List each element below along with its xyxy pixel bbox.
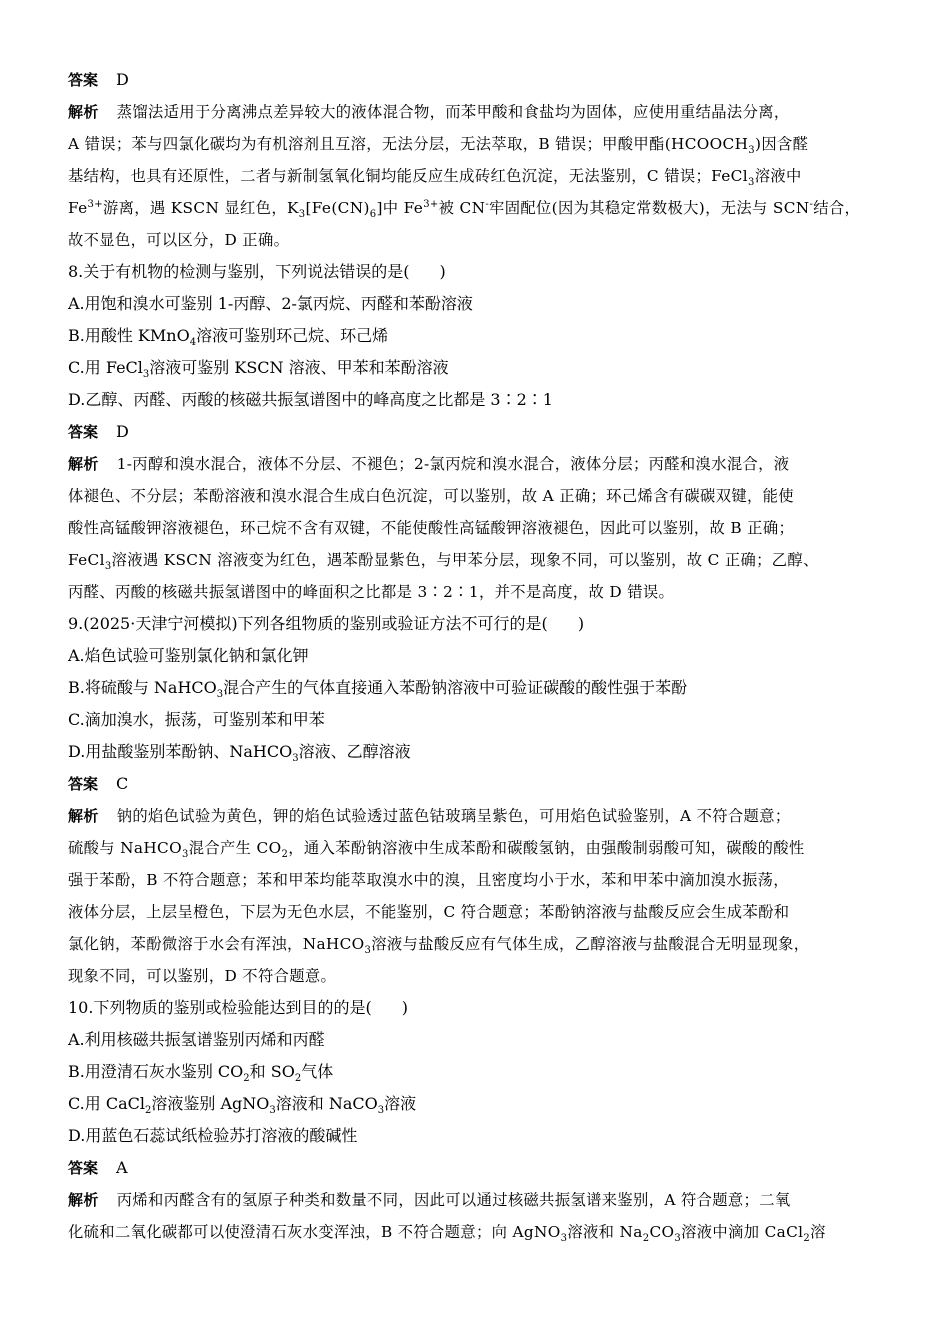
text-run: 溶液与盐酸反应有气体生成，乙醇溶液与盐酸混合无明显现象， bbox=[371, 935, 810, 953]
text-run: 1-丙醇和溴水混合，液体不分层、不褪色；2-氯丙烷和溴水混合，液体分层；丙醛和溴水混合，液 bbox=[116, 455, 790, 473]
explanation-line bbox=[68, 832, 880, 864]
explanation-line bbox=[68, 1216, 880, 1248]
text-run: 溶液中滴加 CaCl bbox=[681, 1223, 804, 1241]
explanation-line bbox=[68, 960, 880, 992]
text-run: B.用澄清石灰水鉴别 CO bbox=[68, 1062, 244, 1081]
text-run: 溶液 bbox=[384, 1094, 417, 1113]
superscript: 3+ bbox=[423, 198, 439, 210]
explanation-line bbox=[68, 96, 880, 128]
answer-row bbox=[68, 416, 880, 448]
text-run: 溶液和 NaCO bbox=[275, 1094, 378, 1113]
subscript: 3 bbox=[377, 1105, 385, 1117]
answer-value: A bbox=[116, 1158, 128, 1177]
text-run: FeCl bbox=[68, 551, 105, 569]
text-run: 钠的焰色试验为黄色，钾的焰色试验透过蓝色钴玻璃呈紫色，可用焰色试验鉴别，A 不符合题意； bbox=[116, 807, 791, 825]
text-run: ) bbox=[439, 262, 446, 281]
text-run: 现象不同，可以鉴别，D 不符合题意。 bbox=[68, 967, 337, 985]
text-run: CO bbox=[649, 1223, 675, 1241]
text-run: ]中 Fe bbox=[376, 199, 424, 217]
explanation-label: 解析 bbox=[68, 1191, 99, 1209]
text-run: 故不显色，可以区分，D 正确。 bbox=[68, 231, 290, 249]
explanation-line bbox=[68, 928, 880, 960]
explanation-label: 解析 bbox=[68, 103, 99, 121]
question-option bbox=[68, 672, 880, 704]
answer-label: 答案 bbox=[68, 71, 99, 89]
text-run: 10.下列物质的鉴别或检验能达到目的的是( bbox=[68, 998, 372, 1017]
text-run: 丙烯和丙醛含有的氢原子种类和数量不同，因此可以通过核磁共振氢谱来鉴别，A 符合题意；二氧 bbox=[116, 1191, 791, 1209]
subscript: 3 bbox=[560, 1233, 568, 1245]
text-run: 溶液和 Na bbox=[567, 1223, 643, 1241]
answer-row bbox=[68, 768, 880, 800]
text-run: 8.关于有机物的检测与鉴别，下列说法错误的是( bbox=[68, 262, 410, 281]
subscript: 3 bbox=[216, 689, 224, 701]
question-option bbox=[68, 1056, 880, 1088]
text-run: 9.(2025·天津宁河模拟)下列各组物质的鉴别或验证方法不可行的是( bbox=[68, 614, 548, 633]
question-stem bbox=[68, 608, 880, 640]
text-run: C.用 CaCl bbox=[68, 1094, 145, 1113]
subscript: 2 bbox=[145, 1105, 152, 1117]
question-option bbox=[68, 736, 880, 768]
explanation-line bbox=[68, 800, 880, 832]
question-option bbox=[68, 704, 880, 736]
question-stem bbox=[68, 992, 880, 1024]
text-run: 氯化钠，苯酚微溶于水会有浑浊，NaHCO bbox=[68, 935, 365, 953]
text-run: ，通入苯酚钠溶液中生成苯酚和碳酸氢钠，由强酸制弱酸可知，碳酸的酸性 bbox=[288, 839, 805, 857]
explanation-line bbox=[68, 128, 880, 160]
answer-label: 答案 bbox=[68, 1159, 99, 1177]
text-run: C.滴加溴水，振荡，可鉴别苯和甲苯 bbox=[68, 710, 325, 729]
text-run: 溶 bbox=[810, 1223, 826, 1241]
text-run: 液体分层，上层呈橙色，下层为无色水层，不能鉴别，C 符合题意；苯酚钠溶液与盐酸反应会生成苯酚和 bbox=[68, 903, 790, 921]
question-option bbox=[68, 1088, 880, 1120]
subscript: 4 bbox=[189, 337, 197, 349]
text-run: 化硫和二氧化碳都可以使澄清石灰水变浑浊，B 不符合题意；向 AgNO bbox=[68, 1223, 561, 1241]
text-run: 硫酸与 NaHCO bbox=[68, 839, 182, 857]
text-run: 溶液中 bbox=[754, 167, 802, 185]
question-option bbox=[68, 1024, 880, 1056]
document-page bbox=[68, 64, 880, 1248]
subscript: 2 bbox=[243, 1073, 250, 1085]
text-run: C.用 FeCl bbox=[68, 358, 143, 377]
question-option bbox=[68, 352, 880, 384]
subscript: 3 bbox=[104, 561, 112, 573]
text-run: ) bbox=[401, 998, 408, 1017]
answer-row bbox=[68, 1152, 880, 1184]
explanation-line bbox=[68, 448, 880, 480]
text-run: B.用酸性 KMnO bbox=[68, 326, 190, 345]
question-stem bbox=[68, 256, 880, 288]
explanation-label: 解析 bbox=[68, 455, 99, 473]
text-run: 溶液鉴别 AgNO bbox=[151, 1094, 270, 1113]
answer-label: 答案 bbox=[68, 775, 99, 793]
explanation-line bbox=[68, 1184, 880, 1216]
answer-value: D bbox=[116, 70, 129, 89]
text-run: A.焰色试验可鉴别氯化钠和氯化钾 bbox=[68, 646, 309, 665]
subscript: 2 bbox=[294, 1073, 302, 1085]
superscript: - bbox=[485, 198, 490, 210]
answer-value: C bbox=[116, 774, 129, 793]
text-run: A.用饱和溴水可鉴别 1-丙醇、2-氯丙烷、丙醛和苯酚溶液 bbox=[68, 294, 473, 313]
text-run: 酸性高锰酸钾溶液褪色，环己烷不含有双键，不能使酸性高锰酸钾溶液褪色，因此可以鉴别，故 B 正确； bbox=[68, 519, 795, 537]
explanation-label: 解析 bbox=[68, 807, 99, 825]
explanation-line bbox=[68, 224, 880, 256]
text-run: ) bbox=[577, 614, 585, 633]
explanation-line bbox=[68, 896, 880, 928]
subscript: 3 bbox=[364, 945, 372, 957]
subscript: 3 bbox=[674, 1233, 682, 1245]
subscript: 2 bbox=[281, 849, 289, 861]
subscript: 3 bbox=[748, 145, 756, 157]
text-run: 游离，遇 KSCN 显红色，K bbox=[102, 199, 299, 217]
subscript: 3 bbox=[747, 177, 755, 189]
question-option bbox=[68, 288, 880, 320]
text-run: B.将硫酸与 NaHCO bbox=[68, 678, 217, 697]
answer-value: D bbox=[116, 422, 129, 441]
subscript: 3 bbox=[298, 209, 306, 221]
question-option bbox=[68, 1120, 880, 1152]
text-run: 气体 bbox=[301, 1062, 334, 1081]
question-option bbox=[68, 320, 880, 352]
text-run: 强于苯酚，B 不符合题意；苯和甲苯均能萃取溴水中的溴，且密度均小于水，苯和甲苯中滴加溴水振荡， bbox=[68, 871, 789, 889]
text-run: 基结构，也具有还原性，二者与新制氢氧化铜均能反应生成砖红色沉淀，无法鉴别，C 错误；FeCl bbox=[68, 167, 748, 185]
text-run: 结合， bbox=[813, 199, 861, 217]
text-run: [Fe(CN) bbox=[305, 199, 370, 217]
text-run: 溶液、乙醇溶液 bbox=[298, 742, 411, 761]
text-run: 混合产生的气体直接通入苯酚钠溶液中可验证碳酸的酸性强于苯酚 bbox=[223, 678, 688, 697]
question-option bbox=[68, 640, 880, 672]
answer-label: 答案 bbox=[68, 423, 99, 441]
text-run: D.用蓝色石蕊试纸检验苏打溶液的酸碱性 bbox=[68, 1126, 358, 1145]
subscript: 3 bbox=[292, 753, 299, 765]
subscript: 2 bbox=[803, 1233, 811, 1245]
subscript: 6 bbox=[369, 209, 377, 221]
explanation-line bbox=[68, 576, 880, 608]
superscript: - bbox=[809, 198, 814, 210]
text-run: 溶液遇 KSCN 溶液变为红色，遇苯酚显紫色，与甲苯分层，现象不同，可以鉴别，故 C 正确；乙醇、 bbox=[111, 551, 819, 569]
explanation-line bbox=[68, 192, 880, 224]
explanation-line bbox=[68, 160, 880, 192]
question-option bbox=[68, 384, 880, 416]
superscript: 3+ bbox=[87, 198, 103, 210]
subscript: 3 bbox=[182, 849, 189, 861]
text-run: 牢固配位(因为其稳定常数极大)，无法与 SCN bbox=[489, 199, 810, 217]
text-run: D.乙醇、丙醛、丙酸的核磁共振氢谱图中的峰高度之比都是 3∶2∶1 bbox=[68, 390, 553, 409]
subscript: 2 bbox=[642, 1233, 650, 1245]
answer-row bbox=[68, 64, 880, 96]
explanation-line bbox=[68, 544, 880, 576]
explanation-line bbox=[68, 864, 880, 896]
text-run: D.用盐酸鉴别苯酚钠、NaHCO bbox=[68, 742, 293, 761]
text-run: 溶液可鉴别 KSCN 溶液、甲苯和苯酚溶液 bbox=[149, 358, 449, 377]
text-run: 蒸馏法适用于分离沸点差异较大的液体混合物，而苯甲酸和食盐均为固体，应使用重结晶法分离， bbox=[116, 103, 790, 121]
text-run: 丙醛、丙酸的核磁共振氢谱图中的峰面积之比都是 3∶2∶1，并不是高度，故 D 错误。 bbox=[68, 583, 675, 601]
text-run: Fe bbox=[68, 199, 88, 217]
text-run: A.利用核磁共振氢谱鉴别丙烯和丙醛 bbox=[68, 1030, 325, 1049]
explanation-line bbox=[68, 512, 880, 544]
subscript: 3 bbox=[142, 369, 150, 381]
text-run: 混合产生 CO bbox=[188, 839, 282, 857]
text-run: 和 SO bbox=[249, 1062, 295, 1081]
text-run: A 错误；苯与四氯化碳均为有机溶剂且互溶，无法分层，无法萃取，B 错误；甲酸甲酯(HCOOCH bbox=[68, 135, 749, 153]
text-run: )因含醛 bbox=[755, 135, 809, 153]
text-run: 体褪色、不分层；苯酚溶液和溴水混合生成白色沉淀，可以鉴别，故 A 正确；环己烯含有碳碳双键，能使 bbox=[68, 487, 794, 505]
explanation-line bbox=[68, 480, 880, 512]
subscript: 3 bbox=[269, 1105, 276, 1117]
text-run: 被 CN bbox=[438, 199, 486, 217]
text-run: 溶液可鉴别环己烷、环己烯 bbox=[196, 326, 389, 345]
